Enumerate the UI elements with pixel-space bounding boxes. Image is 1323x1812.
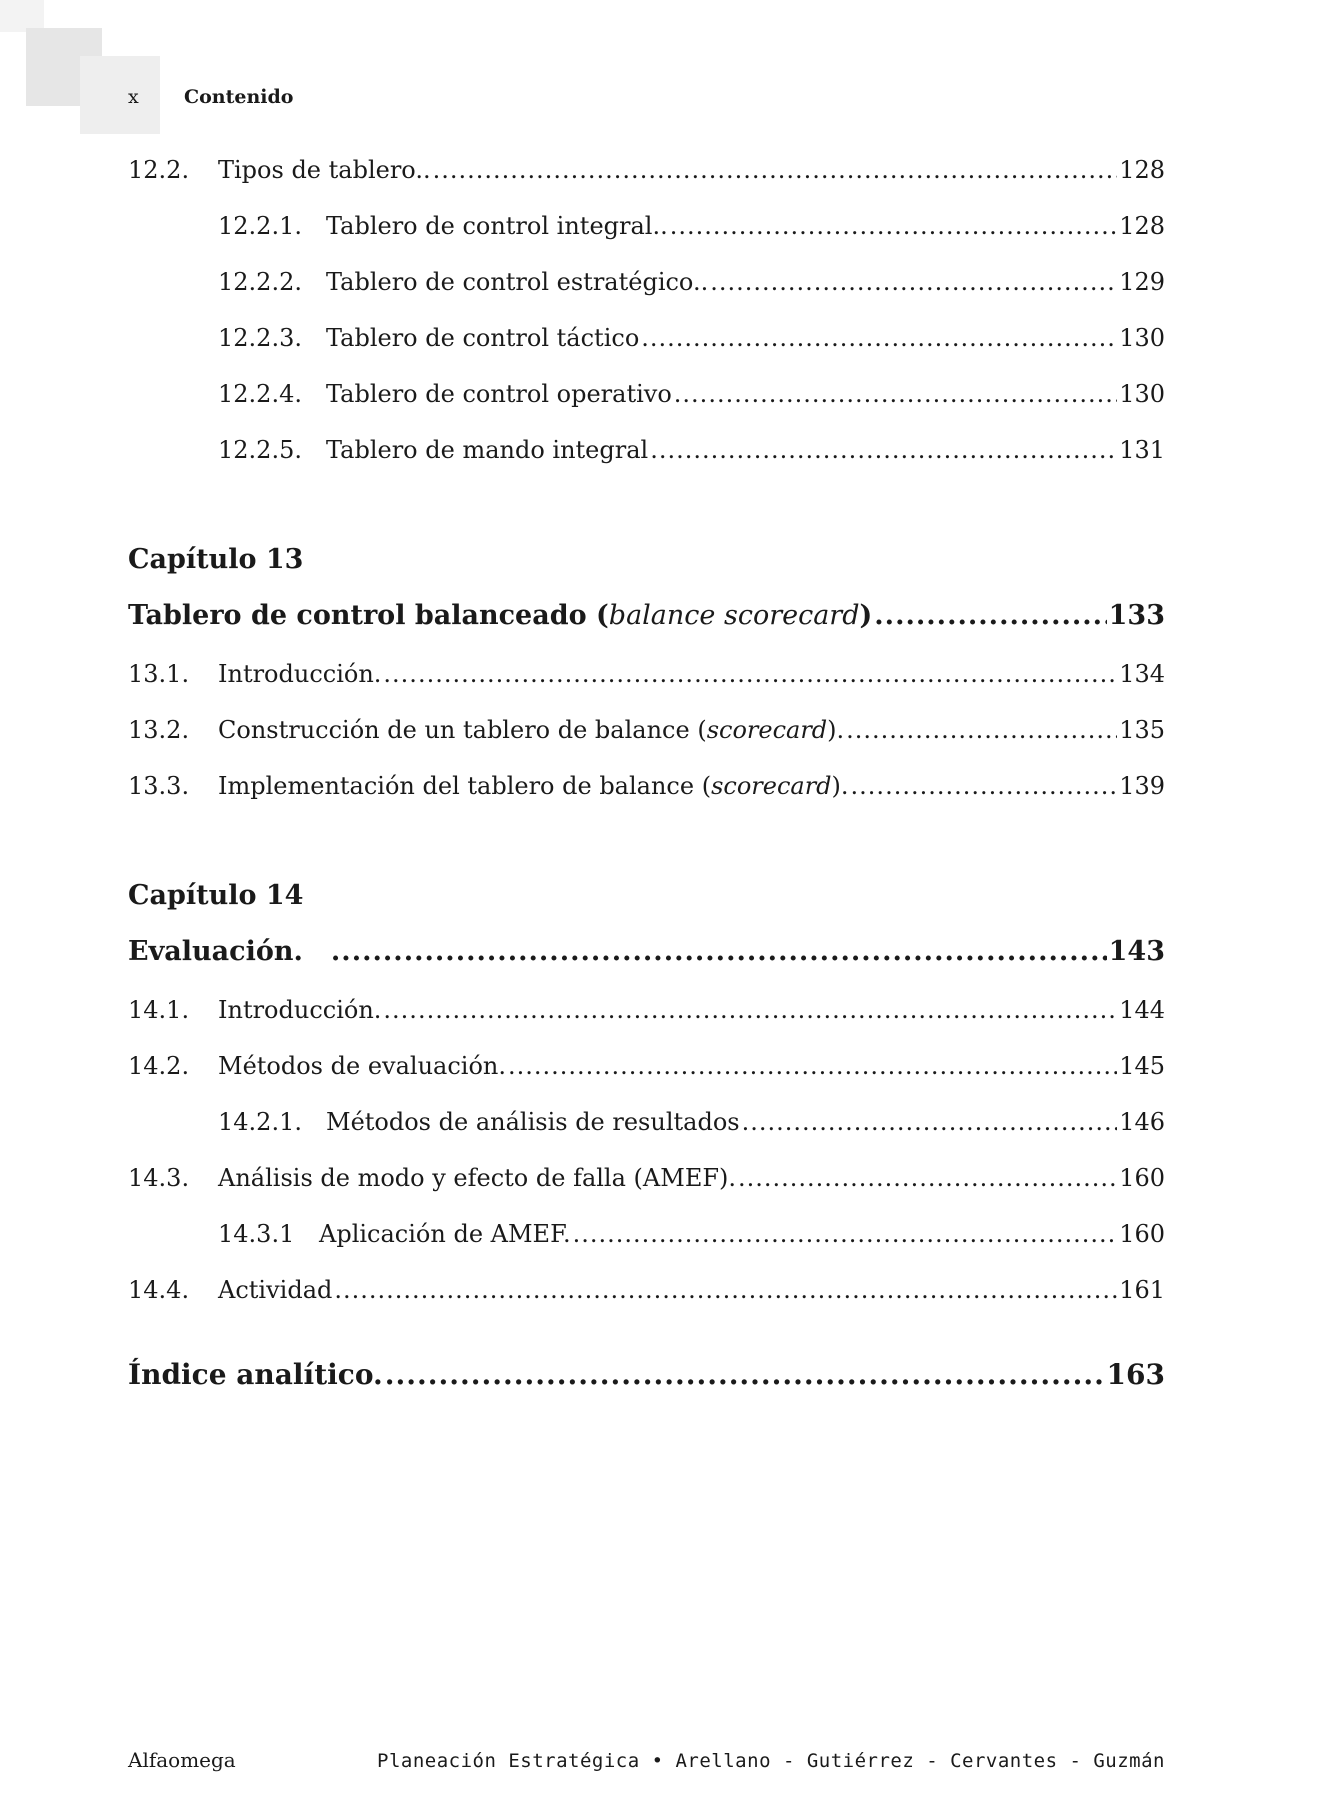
entry-title: Métodos de análisis de resultados [326,1108,740,1136]
entry-page: 134 [1119,660,1165,688]
dot-leader [433,156,1118,184]
toc-entry-12-2[interactable] [128,156,1165,184]
toc-entry-12-2-2[interactable] [218,268,1165,296]
entry-title: Implementación del tablero de balance (scorecard). [218,772,849,800]
entry-number: 14.2. [128,1052,190,1080]
dot-leader [385,1358,1105,1391]
entry-page: 139 [1119,772,1165,800]
toc-chapter-14[interactable] [128,936,1165,967]
dot-leader [334,1276,1117,1304]
entry-title: Actividad [218,1276,333,1304]
dot-leader [710,268,1117,296]
entry-page: 144 [1119,996,1165,1024]
entry-title: Construcción de un tablero de balance (scorecard). [218,716,845,744]
toc-entry-14-4[interactable] [128,1276,1165,1304]
toc-entry-14-2-1[interactable] [218,1108,1165,1136]
entry-page: 160 [1119,1164,1165,1192]
toc-entry-13-2[interactable] [128,716,1165,744]
dot-leader [641,324,1117,352]
page-footer [128,1748,1165,1772]
dot-leader [508,1052,1117,1080]
entry-page: 146 [1119,1108,1165,1136]
entry-page: 131 [1119,436,1165,464]
entry-number: 14.2.1. [218,1108,302,1136]
header-title: Contenido [184,86,294,108]
entry-number: 12.2.2. [218,268,302,296]
entry-number: 13.3. [128,772,190,800]
toc-chapter-13[interactable] [128,600,1165,631]
chapter-label-14: Capítulo 14 [128,880,304,911]
entry-title: Aplicación de AMEF. [319,1220,571,1248]
entry-page: 128 [1119,156,1165,184]
chapter-label-13: Capítulo 13 [128,544,304,575]
toc-entry-12-2-3[interactable] [218,324,1165,352]
entry-title: Evaluación. [128,936,303,967]
entry-page: 143 [1108,936,1165,967]
entry-page: 135 [1119,716,1165,744]
entry-number: 12.2.5. [218,436,302,464]
toc-entry-14-1[interactable] [128,996,1165,1024]
entry-title: Tablero de control integral.. [326,212,668,240]
dot-leader [846,716,1117,744]
entry-number: 14.3. [128,1164,190,1192]
running-header [128,86,293,108]
entry-number: 12.2. [128,156,190,184]
dot-leader [742,1108,1118,1136]
toc-entry-14-2[interactable] [128,1052,1165,1080]
page-number: x [128,86,139,108]
entry-page: 130 [1119,380,1165,408]
entry-title: Tablero de control operativo [326,380,672,408]
entry-number: 13.1. [128,660,190,688]
entry-title: Métodos de evaluación. [218,1052,506,1080]
entry-page: 163 [1106,1358,1165,1391]
toc-entry-12-2-4[interactable] [218,380,1165,408]
toc-entry-12-2-5[interactable] [218,436,1165,464]
dot-leader [674,380,1117,408]
entry-title: Tablero de mando integral [326,436,649,464]
entry-number: 13.2. [128,716,190,744]
dot-leader [383,996,1117,1024]
entry-title: Introducción. [218,996,382,1024]
entry-title: Introducción. [218,660,382,688]
entry-title: Tablero de control estratégico.. [326,268,709,296]
dot-leader [331,936,1107,967]
dot-leader [670,212,1117,240]
toc-index[interactable] [128,1358,1165,1391]
entry-title: Índice analítico. [128,1358,383,1391]
entry-page: 128 [1119,212,1165,240]
entry-title: Análisis de modo y efecto de falla (AMEF). [218,1164,736,1192]
entry-title: Tablero de control táctico [326,324,640,352]
dot-leader [738,1164,1117,1192]
toc-entry-12-2-1[interactable] [218,212,1165,240]
dot-leader [573,1220,1118,1248]
entry-title: Tipos de tablero.. [218,156,431,184]
dot-leader [874,600,1106,631]
entry-number: 14.3.1 [218,1220,295,1248]
dot-leader [383,660,1117,688]
entry-page: 130 [1119,324,1165,352]
toc-entry-13-1[interactable] [128,660,1165,688]
entry-page: 129 [1119,268,1165,296]
entry-number: 12.2.3. [218,324,302,352]
entry-page: 160 [1119,1220,1165,1248]
book-credit: Planeación Estratégica • Arellano - Gutiérrez - Cervantes - Guzmán [377,1750,1165,1772]
dot-leader [851,772,1118,800]
entry-page: 161 [1119,1276,1165,1304]
entry-page: 133 [1108,600,1165,631]
entry-number: 12.2.1. [218,212,302,240]
toc-entry-13-3[interactable] [128,772,1165,800]
toc-entry-14-3-1[interactable] [218,1220,1165,1248]
dot-leader [650,436,1117,464]
entry-number: 14.4. [128,1276,190,1304]
entry-number: 14.1. [128,996,190,1024]
entry-title: Tablero de control balanceado (balance scorecard) [128,600,873,631]
entry-page: 145 [1119,1052,1165,1080]
publisher-name: Alfaomega [128,1748,236,1772]
toc-entry-14-3[interactable] [128,1164,1165,1192]
entry-number: 12.2.4. [218,380,302,408]
